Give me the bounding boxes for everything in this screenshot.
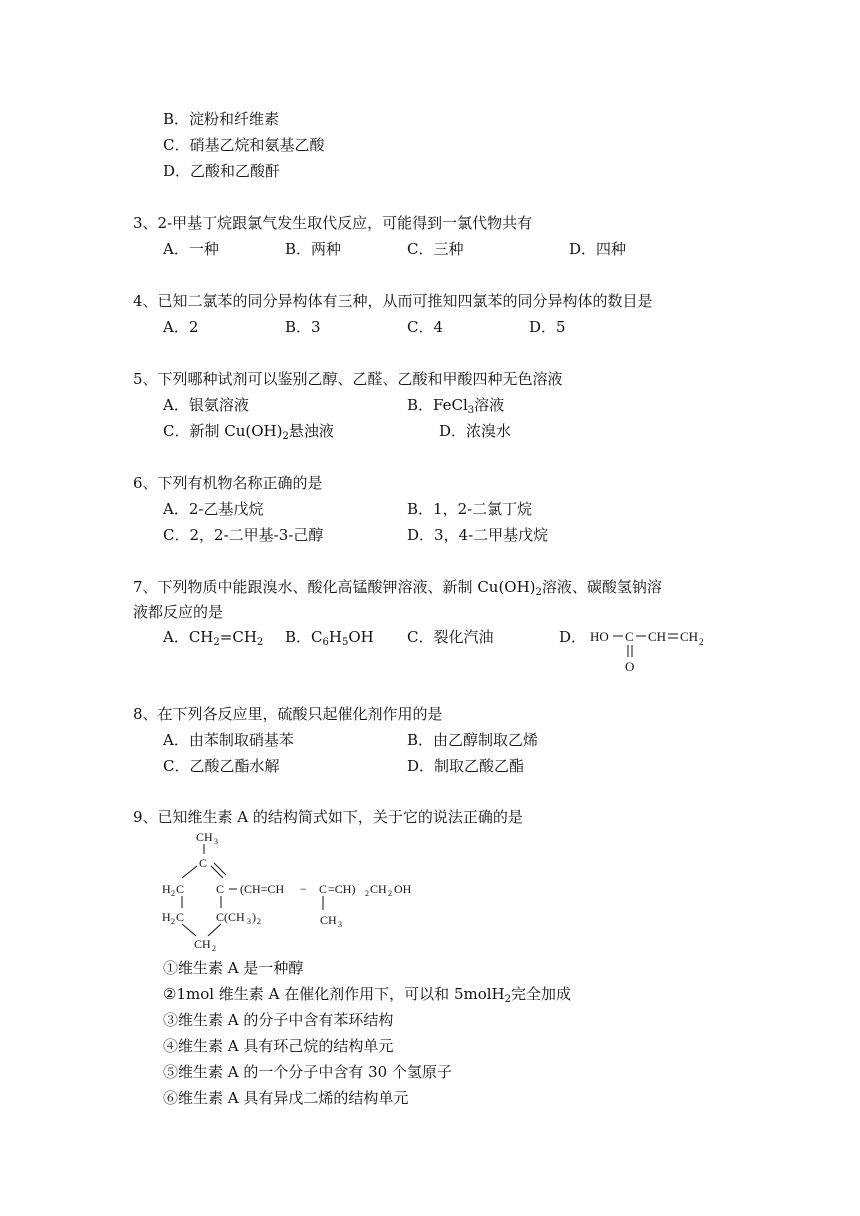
struct-ch3-bottom-sub: 3	[338, 920, 342, 929]
struct-chain-post: =CH)	[328, 882, 356, 896]
struct-bond-bl	[182, 924, 196, 936]
q7-stem-line2: 液都反应的是	[133, 603, 224, 621]
struct-cch3-sub2: 2	[257, 917, 261, 926]
q3-option-a: A．一种	[163, 240, 219, 258]
q5-stem: 5、下列哪种试剂可以鉴别乙醇、乙醛、乙酸和甲酸四种无色溶液	[133, 370, 563, 388]
struct-h2c-2-sub: 2	[171, 917, 175, 926]
q7-struct-ho: HO	[590, 629, 609, 644]
struct-bond-tl	[182, 866, 197, 878]
q7-struct-ch2-sub: 2	[699, 637, 704, 647]
q9-statement-5: ⑤维生素 A 的一个分子中含有 30 个氢原子	[163, 1063, 452, 1081]
q7-struct-ch: CH	[648, 629, 667, 644]
struct-chain-c: C	[319, 882, 328, 896]
q4-option-d: D．5	[529, 318, 566, 336]
struct-h2c-1-c: C	[176, 882, 185, 896]
q5-option-d: D．浓溴水	[439, 422, 512, 440]
q5-option-a: A．银氨溶液	[163, 396, 249, 414]
vitamin-a-structure	[160, 826, 430, 954]
struct-ch2-bottom-sub: 2	[212, 944, 216, 953]
q8-option-b: B．由乙醇制取乙烯	[407, 731, 539, 749]
q4-stem: 4、已知二氯苯的同分异构体有三种，从而可推知四氯苯的同分异构体的数目是	[133, 292, 653, 310]
q6-option-c: C．2，2-二甲基-3-己醇	[163, 526, 324, 544]
q8-option-c: C．乙酸乙酯水解	[163, 757, 280, 775]
q5-option-c: C．新制 $Cu(OH)_2$悬浊液	[163, 422, 334, 442]
q7-stem-line1: 7、下列物质中能跟溴水、酸化高锰酸钾溶液、新制 $Cu(OH)_2$溶液、碳酸氢钠溶	[133, 578, 662, 598]
q3-stem: 3、2-甲基丁烷跟氯气发生取代反应，可能得到一氯代物共有	[133, 214, 533, 232]
q6-option-a: A．2-乙基戊烷	[163, 500, 264, 518]
q9-statement-1: ①维生素 A 是一种醇	[163, 959, 304, 977]
struct-h2c-2-c: C	[176, 910, 185, 924]
q7-option-d-label: D．	[559, 628, 587, 646]
q4-option-a: A．2	[163, 318, 199, 336]
struct-bond-tr-a	[211, 866, 223, 878]
struct-c-right: C	[216, 882, 225, 896]
struct-chain-sub: 2	[365, 889, 369, 898]
struct-ch2-bottom: CH	[194, 937, 211, 951]
struct-chain-oh: OH	[394, 882, 412, 896]
q2-option-b: B．淀粉和纤维素	[163, 110, 280, 128]
q6-option-b: B．1，2-二氯丁烷	[407, 500, 533, 518]
struct-minus: −	[300, 882, 307, 896]
q9-statement-3: ③维生素 A 的分子中含有苯环结构	[163, 1011, 394, 1029]
q9-stem: 9、已知维生素 A 的结构简式如下，关于它的说法正确的是	[133, 808, 523, 826]
struct-bond-tr-b	[214, 863, 226, 875]
q9-statement-6: ⑥维生素 A 具有异戊二烯的结构单元	[163, 1089, 409, 1107]
q7-option-a: A．$CH_2=CH_2$	[163, 628, 264, 648]
q7-struct-ch2: CH	[680, 629, 699, 644]
struct-ch3-top: CH	[196, 830, 213, 844]
struct-ch3-bottom: CH	[320, 913, 337, 927]
q4-option-b: B．3	[285, 318, 321, 336]
struct-bond-br	[208, 924, 221, 936]
q9-statement-4: ④维生素 A 具有环己烷的结构单元	[163, 1037, 394, 1055]
q7-struct-o: O	[625, 659, 635, 674]
q3-option-d: D．四种	[569, 240, 627, 258]
q2-option-d: D．乙酸和乙酸酐	[163, 162, 281, 180]
struct-c-top: C	[199, 856, 208, 870]
struct-chain-end-sub: 2	[388, 889, 392, 898]
q6-option-d: D．3，4-二甲基戊烷	[407, 526, 549, 544]
q4-option-c: C．4	[407, 318, 444, 336]
struct-h2c-2: H	[162, 910, 171, 924]
struct-ch3-top-sub: 3	[214, 837, 218, 846]
struct-h2c-1: H	[162, 882, 171, 896]
struct-cch3: C(CH	[216, 910, 245, 924]
struct-cch3-post: )	[252, 910, 256, 924]
struct-chain-pre: (CH=CH	[240, 882, 285, 896]
q8-option-d: D．制取乙酸乙酯	[407, 757, 525, 775]
q7-struct-c: C	[625, 629, 634, 644]
struct-h2c-1-sub: 2	[171, 889, 175, 898]
q7-option-c: C．裂化汽油	[407, 628, 494, 646]
struct-cch3-sub: 3	[247, 917, 251, 926]
q3-option-c: C．三种	[407, 240, 464, 258]
q8-option-a: A．由苯制取硝基苯	[163, 731, 294, 749]
q7-option-b: B．$C_6H_5OH$	[285, 628, 374, 648]
q8-stem: 8、在下列各反应里，硫酸只起催化剂作用的是	[133, 705, 443, 723]
struct-chain-end: CH	[370, 882, 387, 896]
q2-option-c: C．硝基乙烷和氨基乙酸	[163, 136, 325, 154]
q3-option-b: B．两种	[285, 240, 342, 258]
q5-option-b: B．FeCl$_3$溶液	[407, 396, 505, 416]
q6-stem: 6、下列有机物名称正确的是	[133, 474, 323, 492]
q7-option-d-structure	[588, 622, 718, 674]
q9-statement-2: ②1mol 维生素 A 在催化剂作用下，可以和 5molH$_2$完全加成	[163, 985, 572, 1005]
